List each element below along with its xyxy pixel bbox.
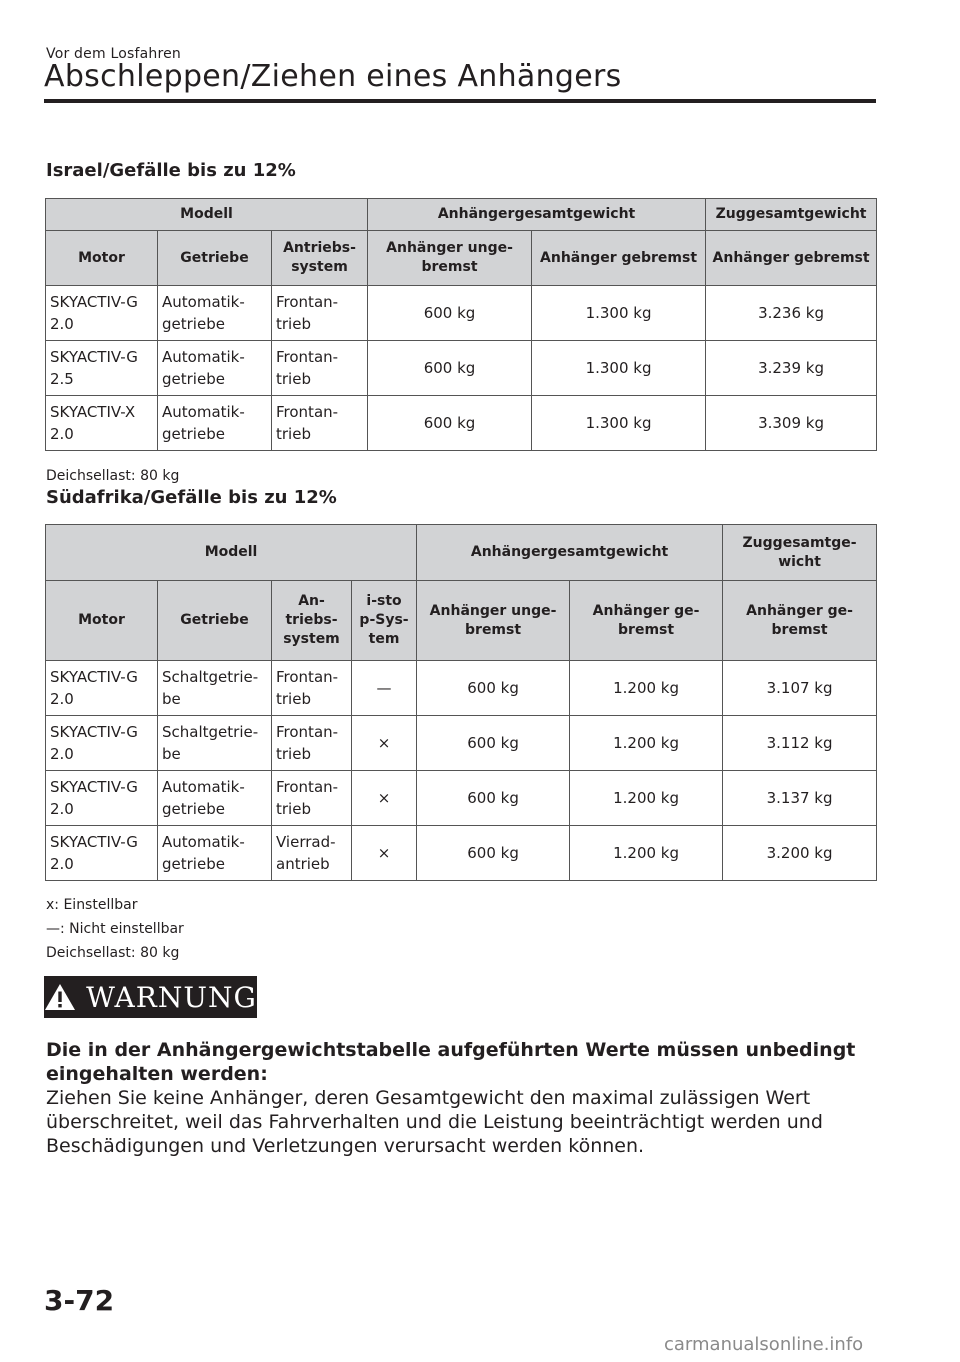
cell-getriebe: Automatik- getriebe — [158, 826, 272, 881]
suedafrika-group-anhaenger: Anhängergesamtgewicht — [417, 525, 723, 581]
cell-getriebe: Schaltgetrie- be — [158, 716, 272, 771]
israel-col-gebremst: Anhänger gebremst — [532, 231, 706, 286]
israel-group-modell: Modell — [46, 199, 368, 231]
suedafrika-col-antrieb: An- triebs- system — [272, 581, 352, 661]
cell-antrieb: Vierrad- antrieb — [272, 826, 352, 881]
cell-istop: × — [352, 716, 417, 771]
warning-triangle-icon — [44, 983, 76, 1011]
suedafrika-group-modell: Modell — [46, 525, 417, 581]
watermark: carmanualsonline.info — [664, 1334, 864, 1355]
cell-istop: × — [352, 826, 417, 881]
israel-col-motor: Motor — [46, 231, 158, 286]
cell-gebremst: 1.200 kg — [570, 826, 723, 881]
cell-gebremst: 1.200 kg — [570, 771, 723, 826]
cell-ungebremst: 600 kg — [417, 771, 570, 826]
israel-col-ungebremst: Anhänger unge- bremst — [368, 231, 532, 286]
suedafrika-heading: Südafrika/Gefälle bis zu 12% — [46, 487, 337, 508]
cell-antrieb: Frontan- trieb — [272, 396, 368, 451]
cell-getriebe: Automatik- getriebe — [158, 771, 272, 826]
cell-ungebremst: 600 kg — [417, 661, 570, 716]
israel-group-anhaenger: Anhängergesamtgewicht — [368, 199, 706, 231]
cell-zuggewicht: 3.107 kg — [723, 661, 877, 716]
israel-col-zug-gebremst: Anhänger gebremst — [706, 231, 877, 286]
cell-antrieb: Frontan- trieb — [272, 771, 352, 826]
suedafrika-col-gebremst: Anhänger ge- bremst — [570, 581, 723, 661]
cell-zuggewicht: 3.309 kg — [706, 396, 877, 451]
israel-column-header-row — [46, 231, 877, 286]
cell-zuggewicht: 3.137 kg — [723, 771, 877, 826]
israel-group-header-row — [46, 199, 877, 231]
suedafrika-col-ungebremst: Anhänger unge- bremst — [417, 581, 570, 661]
cell-motor: SKYACTIV-G 2.0 — [46, 661, 158, 716]
cell-gebremst: 1.300 kg — [532, 341, 706, 396]
warning-body-text: Ziehen Sie keine Anhänger, deren Gesamtgewicht den maximal zulässigen Wert überschreitet, weil das Fahrverhalten und die Leistung beeinträchtigt werden und Beschädigungen und Verletzungen verursacht werden können. — [46, 1087, 823, 1157]
cell-gebremst: 1.300 kg — [532, 396, 706, 451]
table-row — [46, 396, 877, 451]
section-title: Abschleppen/Ziehen eines Anhängers — [44, 59, 622, 94]
table-row — [46, 716, 877, 771]
note-einstellbar: x: Einstellbar — [46, 897, 138, 913]
cell-motor: SKYACTIV-G 2.0 — [46, 826, 158, 881]
cell-gebremst: 1.300 kg — [532, 286, 706, 341]
table-row — [46, 771, 877, 826]
cell-gebremst: 1.200 kg — [570, 716, 723, 771]
page-number: 3-72 — [44, 1284, 115, 1317]
cell-motor: SKYACTIV-G 2.0 — [46, 716, 158, 771]
cell-ungebremst: 600 kg — [417, 826, 570, 881]
israel-heading: Israel/Gefälle bis zu 12% — [46, 160, 296, 181]
suedafrika-notes — [46, 893, 184, 965]
table-row — [46, 286, 877, 341]
cell-gebremst: 1.200 kg — [570, 661, 723, 716]
header-rule — [44, 99, 876, 103]
cell-zuggewicht: 3.112 kg — [723, 716, 877, 771]
note-deichsellast: Deichsellast: 80 kg — [46, 945, 180, 961]
suedafrika-group-zug: Zuggesamtge- wicht — [723, 525, 877, 581]
cell-getriebe: Automatik- getriebe — [158, 286, 272, 341]
cell-ungebremst: 600 kg — [368, 396, 532, 451]
warning-label: WARNUNG — [86, 980, 257, 1014]
cell-antrieb: Frontan- trieb — [272, 661, 352, 716]
israel-table — [45, 198, 877, 451]
israel-group-zug: Zuggesamtgewicht — [706, 199, 877, 231]
cell-ungebremst: 600 kg — [368, 286, 532, 341]
cell-zuggewicht: 3.239 kg — [706, 341, 877, 396]
cell-zuggewicht: 3.200 kg — [723, 826, 877, 881]
cell-istop: — — [352, 661, 417, 716]
suedafrika-col-istop: i-sto p-Sys- tem — [352, 581, 417, 661]
cell-ungebremst: 600 kg — [368, 341, 532, 396]
warning-bold-text: Die in der Anhängergewichtstabelle aufgeführten Werte müssen unbedingt eingehalten werden: — [46, 1039, 856, 1085]
cell-getriebe: Automatik- getriebe — [158, 341, 272, 396]
cell-motor: SKYACTIV-G 2.0 — [46, 286, 158, 341]
cell-ungebremst: 600 kg — [417, 716, 570, 771]
suedafrika-col-motor: Motor — [46, 581, 158, 661]
suedafrika-group-header-row — [46, 525, 877, 581]
suedafrika-table — [45, 524, 877, 881]
cell-zuggewicht: 3.236 kg — [706, 286, 877, 341]
cell-motor: SKYACTIV-X 2.0 — [46, 396, 158, 451]
cell-getriebe: Automatik- getriebe — [158, 396, 272, 451]
cell-motor: SKYACTIV-G 2.5 — [46, 341, 158, 396]
note-nicht-einstellbar: —: Nicht einstellbar — [46, 921, 184, 937]
chapter-label: Vor dem Losfahren — [46, 46, 181, 62]
israel-col-antrieb: Antriebs- system — [272, 231, 368, 286]
cell-istop: × — [352, 771, 417, 826]
cell-antrieb: Frontan- trieb — [272, 286, 368, 341]
cell-antrieb: Frontan- trieb — [272, 341, 368, 396]
israel-note: Deichsellast: 80 kg — [46, 468, 180, 484]
cell-getriebe: Schaltgetrie- be — [158, 661, 272, 716]
suedafrika-column-header-row — [46, 581, 877, 661]
table-row — [46, 826, 877, 881]
cell-motor: SKYACTIV-G 2.0 — [46, 771, 158, 826]
suedafrika-col-getriebe: Getriebe — [158, 581, 272, 661]
table-row — [46, 661, 877, 716]
suedafrika-col-zug-gebremst: Anhänger ge- bremst — [723, 581, 877, 661]
warning-text — [46, 1038, 876, 1158]
cell-antrieb: Frontan- trieb — [272, 716, 352, 771]
warning-badge — [44, 976, 257, 1018]
table-row — [46, 341, 877, 396]
israel-col-getriebe: Getriebe — [158, 231, 272, 286]
